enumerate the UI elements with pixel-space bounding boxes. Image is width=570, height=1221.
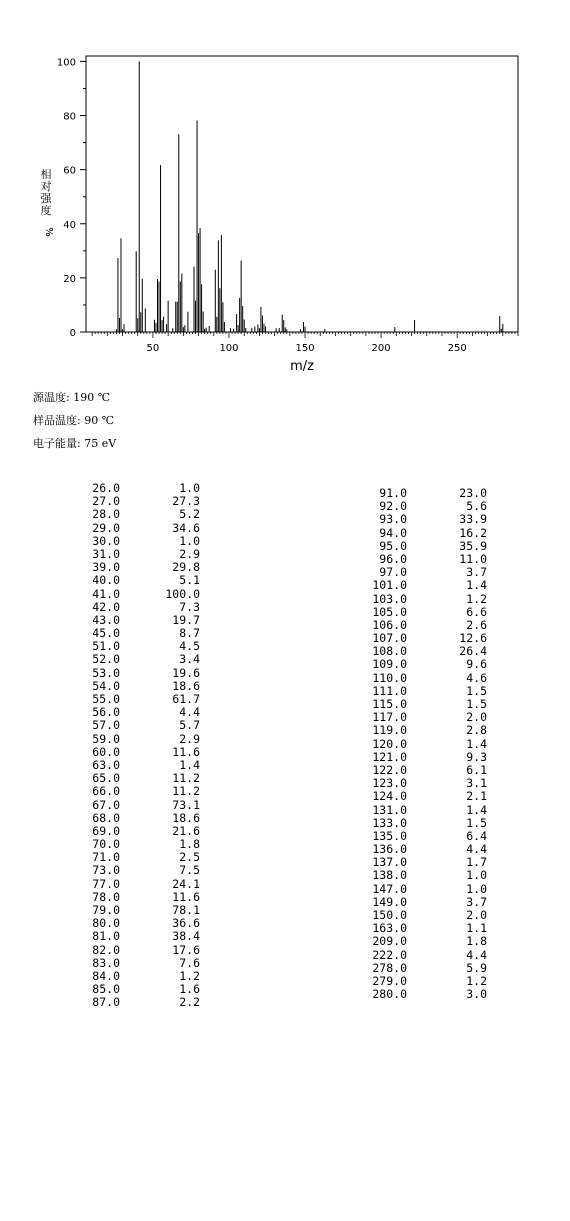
intensity-value: 1.8: [466, 934, 487, 949]
table-row: [70, 733, 200, 746]
mz-value: 85.0: [92, 982, 120, 997]
table-row: [357, 790, 487, 803]
mz-value: 43.0: [92, 612, 120, 627]
intensity-value: 23.0: [459, 486, 487, 500]
intensity-value: 5.1: [179, 573, 200, 588]
table-row: [357, 883, 487, 896]
y-axis-label: 强: [40, 192, 52, 205]
mz-value: 53.0: [92, 665, 120, 680]
intensity-value: 1.4: [466, 578, 487, 593]
table-row: [70, 508, 200, 521]
mz-value: 119.0: [372, 723, 407, 738]
table-row: [357, 949, 487, 962]
mz-value: 93.0: [379, 512, 407, 527]
table-row: [357, 738, 487, 751]
table-row: [357, 751, 487, 764]
mz-value: 115.0: [372, 697, 407, 711]
intensity-value: 2.0: [466, 908, 487, 922]
x-tick-label: 150: [295, 343, 315, 354]
mz-value: 95.0: [379, 538, 407, 553]
intensity-value: 38.4: [172, 929, 200, 944]
mz-value: 97.0: [379, 565, 407, 580]
mz-value: 65.0: [92, 771, 120, 786]
mz-value: 147.0: [372, 881, 407, 896]
mz-value: 222.0: [372, 947, 407, 962]
mz-value: 133.0: [372, 815, 407, 830]
table-row: [357, 593, 487, 606]
intensity-value: 17.6: [172, 942, 200, 957]
table-row: [70, 522, 200, 535]
mz-value: 69.0: [92, 823, 120, 838]
mz-value: 91.0: [379, 486, 407, 500]
intensity-value: 1.4: [466, 736, 487, 751]
intensity-value: 11.6: [172, 889, 200, 904]
y-axis-label: 对: [40, 180, 52, 193]
table-row: [357, 527, 487, 540]
intensity-value: 3.0: [466, 987, 487, 1002]
intensity-value: 8.7: [179, 626, 200, 641]
y-tick-label: 60: [63, 165, 76, 177]
intensity-value: 3.1: [466, 776, 487, 791]
intensity-value: 6.4: [466, 828, 487, 843]
intensity-value: 3.4: [179, 652, 200, 667]
peak-table-left: [70, 482, 200, 1010]
intensity-value: 11.2: [172, 771, 200, 786]
intensity-value: 34.6: [172, 520, 200, 535]
mz-value: 56.0: [92, 705, 120, 720]
intensity-value: 1.4: [179, 757, 200, 772]
mz-value: 80.0: [92, 916, 120, 931]
mz-value: 83.0: [92, 955, 120, 970]
mz-value: 280.0: [372, 987, 407, 1002]
mz-value: 136.0: [372, 842, 407, 857]
table-row: [70, 653, 200, 666]
mz-value: 57.0: [92, 718, 120, 733]
mz-value: 279.0: [372, 973, 407, 988]
intensity-value: 4.4: [179, 705, 200, 720]
intensity-value: 2.6: [466, 617, 487, 632]
mz-value: 110.0: [372, 670, 407, 685]
intensity-value: 19.7: [172, 612, 200, 627]
intensity-value: 2.1: [466, 789, 487, 804]
intensity-value: 1.2: [466, 591, 487, 606]
table-row: [70, 535, 200, 548]
mz-value: 77.0: [92, 876, 120, 891]
x-tick-label: 250: [447, 343, 467, 354]
table-row: [70, 667, 200, 680]
table-row: [70, 719, 200, 732]
y-axis-unit: %: [43, 227, 54, 237]
plot-frame: [86, 56, 518, 332]
mz-value: 68.0: [92, 810, 120, 825]
y-tick-label: 80: [63, 111, 76, 123]
intensity-value: 2.8: [466, 723, 487, 738]
intensity-value: 16.2: [459, 525, 487, 540]
mz-value: 149.0: [372, 894, 407, 909]
intensity-value: 1.0: [466, 881, 487, 896]
mz-value: 40.0: [92, 573, 120, 588]
table-row: [70, 601, 200, 614]
intensity-value: 4.6: [466, 670, 487, 685]
intensity-value: 21.6: [172, 823, 200, 838]
table-row: [70, 746, 200, 759]
intensity-value: 1.4: [466, 802, 487, 817]
table-row: [70, 574, 200, 587]
mz-value: 59.0: [92, 731, 120, 746]
intensity-value: 36.6: [172, 916, 200, 931]
mz-value: 121.0: [372, 749, 407, 764]
table-row: [70, 930, 200, 943]
table-row: [357, 658, 487, 671]
mz-value: 92.0: [379, 499, 407, 514]
table-row: [70, 785, 200, 798]
intensity-value: 1.2: [466, 973, 487, 988]
intensity-value: 5.9: [466, 960, 487, 975]
intensity-value: 4.4: [466, 842, 487, 857]
table-row: [70, 944, 200, 957]
mz-value: 26.0: [92, 481, 120, 495]
mz-value: 96.0: [379, 551, 407, 566]
intensity-value: 7.6: [179, 955, 200, 970]
x-axis-label: m/z: [290, 359, 314, 374]
intensity-value: 1.0: [179, 481, 200, 495]
mz-value: 79.0: [92, 903, 120, 917]
mz-value: 131.0: [372, 802, 407, 817]
mz-value: 108.0: [372, 644, 407, 659]
y-axis-label: 度: [40, 204, 52, 217]
peak-table-right: [357, 487, 487, 1001]
intensity-value: 1.5: [466, 697, 487, 711]
table-row: [357, 513, 487, 526]
mz-value: 109.0: [372, 657, 407, 672]
y-tick-label: 20: [63, 273, 76, 285]
mz-value: 150.0: [372, 908, 407, 922]
mz-value: 82.0: [92, 942, 120, 957]
table-row: [357, 540, 487, 553]
mz-value: 84.0: [92, 968, 120, 983]
x-tick-label: 100: [219, 343, 239, 354]
table-row: [357, 724, 487, 737]
intensity-value: 1.1: [466, 921, 487, 936]
table-row: [70, 799, 200, 812]
table-row: [357, 869, 487, 882]
mz-value: 60.0: [92, 744, 120, 759]
intensity-value: 24.1: [172, 876, 200, 891]
mz-value: 54.0: [92, 678, 120, 693]
intensity-value: 19.6: [172, 665, 200, 680]
mz-value: 67.0: [92, 797, 120, 812]
mz-value: 70.0: [92, 837, 120, 852]
intensity-value: 2.9: [179, 731, 200, 746]
intensity-value: 1.6: [179, 982, 200, 997]
mz-value: 41.0: [92, 586, 120, 601]
intensity-value: 1.5: [466, 815, 487, 830]
intensity-value: 35.9: [459, 538, 487, 553]
table-row: [357, 988, 487, 1001]
intensity-value: 3.7: [466, 894, 487, 909]
mz-value: 30.0: [92, 533, 120, 548]
mz-value: 101.0: [372, 578, 407, 593]
intensity-value: 61.7: [172, 692, 200, 706]
intensity-value: 1.7: [466, 855, 487, 870]
intensity-value: 11.2: [172, 784, 200, 799]
intensity-value: 7.3: [179, 599, 200, 614]
intensity-value: 33.9: [459, 512, 487, 527]
mz-value: 71.0: [92, 850, 120, 865]
intensity-value: 1.8: [179, 837, 200, 852]
mz-value: 66.0: [92, 784, 120, 799]
table-row: [70, 812, 200, 825]
mz-value: 78.0: [92, 889, 120, 904]
mass-spectrum-chart: [0, 0, 570, 380]
mz-value: 45.0: [92, 626, 120, 641]
intensity-value: 78.1: [172, 903, 200, 917]
mz-value: 27.0: [92, 494, 120, 509]
mz-value: 120.0: [372, 736, 407, 751]
mz-value: 135.0: [372, 828, 407, 843]
table-row: [357, 579, 487, 592]
table-row: [357, 672, 487, 685]
table-row: [357, 817, 487, 830]
mz-value: 105.0: [372, 604, 407, 619]
intensity-value: 29.8: [172, 560, 200, 575]
table-row: [357, 935, 487, 948]
intensity-value: 100.0: [165, 586, 200, 601]
table-row: [70, 996, 200, 1009]
intensity-value: 73.1: [172, 797, 200, 812]
intensity-value: 4.4: [466, 947, 487, 962]
intensity-value: 6.6: [466, 604, 487, 619]
intensity-value: 2.5: [179, 850, 200, 865]
mz-value: 55.0: [92, 692, 120, 706]
intensity-value: 5.6: [466, 499, 487, 514]
intensity-value: 1.0: [466, 868, 487, 883]
mz-value: 73.0: [92, 863, 120, 878]
source-temperature: 源温度: 190 ℃: [33, 391, 110, 404]
intensity-value: 18.6: [172, 678, 200, 693]
table-row: [357, 962, 487, 975]
table-row: [357, 606, 487, 619]
mz-value: 63.0: [92, 757, 120, 772]
mz-value: 124.0: [372, 789, 407, 804]
mz-value: 137.0: [372, 855, 407, 870]
mz-value: 117.0: [372, 710, 407, 725]
mz-value: 278.0: [372, 960, 407, 975]
mz-value: 163.0: [372, 921, 407, 936]
intensity-value: 6.1: [466, 762, 487, 777]
mz-value: 28.0: [92, 507, 120, 522]
mz-value: 31.0: [92, 546, 120, 561]
x-tick-label: 200: [371, 343, 391, 354]
table-row: [70, 878, 200, 891]
mz-value: 122.0: [372, 762, 407, 777]
intensity-value: 11.0: [459, 551, 487, 566]
intensity-value: 2.2: [179, 995, 200, 1010]
intensity-value: 12.6: [459, 631, 487, 646]
mz-value: 138.0: [372, 868, 407, 883]
mz-value: 209.0: [372, 934, 407, 949]
mz-value: 42.0: [92, 599, 120, 614]
table-row: [357, 804, 487, 817]
mz-value: 39.0: [92, 560, 120, 575]
y-tick-label: 0: [69, 328, 76, 339]
intensity-value: 2.9: [179, 546, 200, 561]
mz-value: 81.0: [92, 929, 120, 944]
intensity-value: 1.2: [179, 968, 200, 983]
intensity-value: 1.0: [179, 533, 200, 548]
intensity-value: 9.6: [466, 657, 487, 672]
mz-value: 123.0: [372, 776, 407, 791]
mz-value: 107.0: [372, 631, 407, 646]
mz-value: 94.0: [379, 525, 407, 540]
table-row: [70, 957, 200, 970]
y-tick-label: 100: [56, 57, 76, 69]
intensity-value: 11.6: [172, 744, 200, 759]
intensity-value: 5.2: [179, 507, 200, 522]
mz-value: 52.0: [92, 652, 120, 667]
intensity-value: 4.5: [179, 639, 200, 654]
y-tick-label: 40: [63, 219, 76, 231]
intensity-value: 5.7: [179, 718, 200, 733]
intensity-value: 2.0: [466, 710, 487, 725]
y-axis-label: 相: [40, 168, 52, 181]
mz-value: 87.0: [92, 995, 120, 1010]
x-tick-label: 50: [146, 343, 160, 354]
mz-value: 51.0: [92, 639, 120, 654]
electron-energy: 电子能量: 75 eV: [33, 437, 117, 450]
intensity-value: 3.7: [466, 565, 487, 580]
intensity-value: 18.6: [172, 810, 200, 825]
intensity-value: 9.3: [466, 749, 487, 764]
table-row: [70, 864, 200, 877]
mz-value: 111.0: [372, 683, 407, 698]
mz-value: 29.0: [92, 520, 120, 535]
sample-temperature: 样品温度: 90 ℃: [33, 414, 115, 427]
mz-value: 106.0: [372, 617, 407, 632]
intensity-value: 27.3: [172, 494, 200, 509]
intensity-value: 7.5: [179, 863, 200, 878]
mz-value: 103.0: [372, 591, 407, 606]
intensity-value: 1.5: [466, 683, 487, 698]
intensity-value: 26.4: [459, 644, 487, 659]
table-row: [70, 588, 200, 601]
